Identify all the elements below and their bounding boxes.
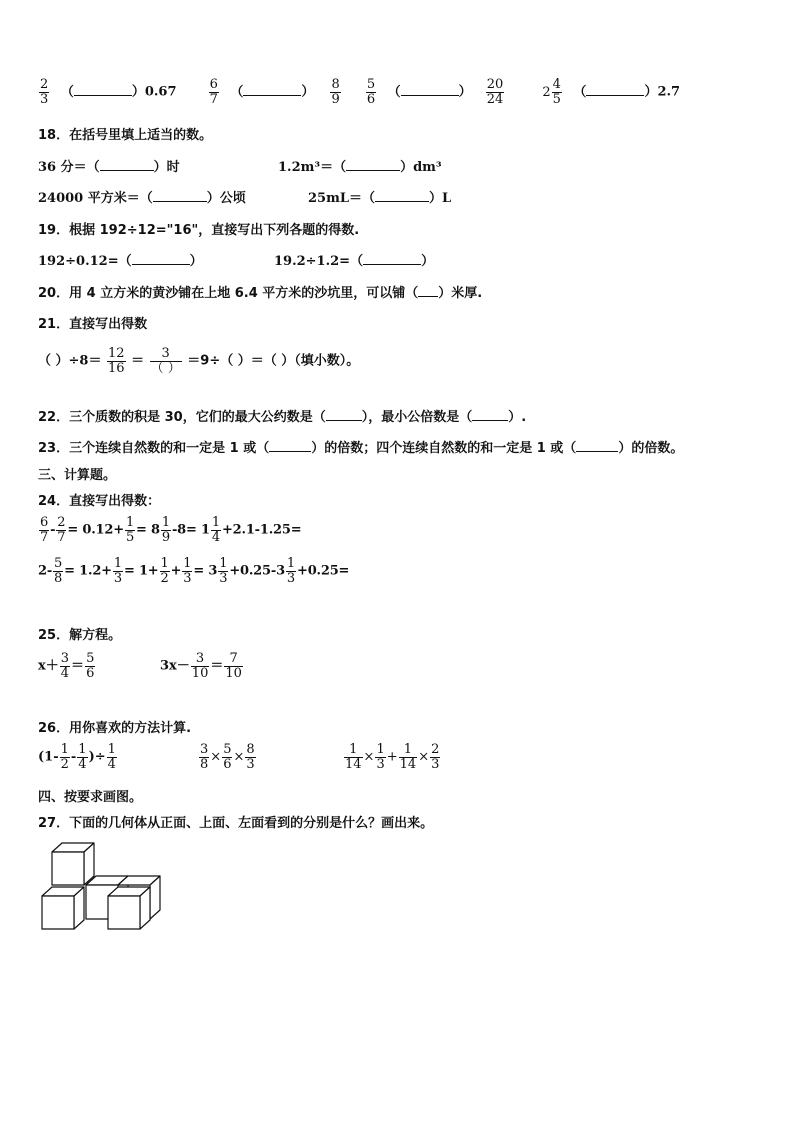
answer-blank[interactable] <box>401 85 459 96</box>
q25-equation-1: x＋ $\frac{3}{4}$ ＝ $\frac{5}{6}$ <box>38 651 95 681</box>
question-25-title: 25．解方程。 <box>38 628 122 643</box>
fraction: $\frac{8}{9}$ <box>331 77 340 107</box>
fraction: $\frac{12}{16}$ <box>108 346 125 376</box>
q18-item-3: 24000 平方米＝（ ）公顷 <box>38 191 246 206</box>
q26-expr-3: $\frac{1}{14}$ × $\frac{1}{3}$ + $\frac{1}{14}$ × $\frac{2}{3}$ <box>345 742 440 772</box>
cube-solid-figure <box>38 838 168 933</box>
q18-item-4: 25mL＝（ ）L <box>308 191 452 206</box>
mixed-number: 2 $\frac{4}{5}$ <box>542 77 561 107</box>
paren-open: （ <box>387 84 401 100</box>
paren-open: （ <box>573 84 587 100</box>
answer-blank[interactable] <box>74 85 132 96</box>
question-26-title: 26．用你喜欢的方法计算. <box>38 721 192 736</box>
q18-item-2: 1.2m³＝（ ）dm³ <box>278 160 442 175</box>
fraction: $\frac{5}{6}$ <box>366 77 376 107</box>
paren-close: ） <box>458 84 472 100</box>
q19-item-1: 192÷0.12=（ ） <box>38 254 203 269</box>
question-24-title: 24．直接写出得数： <box>38 494 161 509</box>
section-3-heading: 三、计算题。 <box>38 468 117 483</box>
q24-row-1: $\frac{6}{7}$ - $\frac{2}{7}$ = 0.12+ $\frac{1}{5}$ = 8 $\frac{1}{9}$ -8= 1 $\frac{1}{4}$ +2.1-1.25= <box>40 515 302 545</box>
answer-blank[interactable] <box>418 286 438 297</box>
q26-expr-1: (1- $\frac{1}{2}$ - $\frac{1}{4}$ )÷ $\frac{1}{4}$ <box>38 742 116 772</box>
q21-expression: （ ）÷8＝ $\frac{12}{16}$ ＝ $\frac{3}{( )}$ ＝9÷（ ）＝（ ）（填小数）。 <box>38 346 360 376</box>
question-22: 22．三个质数的积是 30，它们的最大公约数是（ ），最小公倍数是（ ）. <box>38 410 527 425</box>
paren-open: （ <box>230 84 244 100</box>
answer-blank[interactable] <box>100 160 154 171</box>
fraction: $\frac{20}{24}$ <box>486 77 504 107</box>
answer-blank[interactable] <box>363 254 421 265</box>
question-20: 20．用 4 立方米的黄沙铺在上地 6.4 平方米的沙坑里，可以铺（ ）米厚. <box>38 286 483 301</box>
question-21-title: 21．直接写出得数 <box>38 317 148 332</box>
answer-blank[interactable] <box>132 254 190 265</box>
paren-open: （ <box>60 84 74 100</box>
q26-expr-2: $\frac{3}{8}$ × $\frac{5}{6}$ × $\frac{8}{3}$ <box>200 742 255 772</box>
question-27-title: 27．下面的几何体从正面、上面、左面看到的分别是什么？画出来。 <box>38 816 434 831</box>
answer-blank[interactable] <box>346 160 400 171</box>
q25-equation-2: 3x－ $\frac{3}{10}$ ＝ $\frac{7}{10}$ <box>160 651 242 681</box>
paren-close: ）0.67 <box>131 84 177 100</box>
paren-close: ） <box>301 84 315 100</box>
q18-item-1: 36 分＝（ ）时 <box>38 160 180 175</box>
answer-blank[interactable] <box>586 85 644 96</box>
answer-blank[interactable] <box>153 191 207 202</box>
fraction-with-blank[interactable]: $\frac{3}{( )}$ <box>150 346 181 376</box>
section-4-heading: 四、按要求画图。 <box>38 790 143 805</box>
question-18-title: 18．在括号里填上适当的数。 <box>38 128 213 143</box>
answer-blank[interactable] <box>472 410 508 421</box>
answer-blank[interactable] <box>269 441 311 452</box>
answer-blank[interactable] <box>576 441 618 452</box>
fraction: $\frac{2}{3}$ <box>40 77 49 107</box>
answer-blank[interactable] <box>375 191 429 202</box>
answer-blank[interactable] <box>326 410 362 421</box>
question-23: 23．三个连续自然数的和一定是 1 或（ ）的倍数；四个连续自然数的和一定是 1 或（ ）的倍数。 <box>38 441 684 456</box>
paren-close: ）2.7 <box>644 84 681 100</box>
question-19-title: 19．根据 192÷12="16"，直接写出下列各题的得数. <box>38 223 360 238</box>
compare-row <box>38 78 680 106</box>
answer-blank[interactable] <box>243 85 301 96</box>
q24-row-2: 2- $\frac{5}{8}$ = 1.2+ $\frac{1}{3}$ = 1+ $\frac{1}{2}$ + $\frac{1}{3}$ = 3 $\frac{1}{3}$ +0.25-3 $\frac{1}{3}$ +0.25= <box>38 556 350 586</box>
fraction: $\frac{6}{7}$ <box>209 77 218 107</box>
q19-item-2: 19.2÷1.2=（ ） <box>274 254 435 269</box>
